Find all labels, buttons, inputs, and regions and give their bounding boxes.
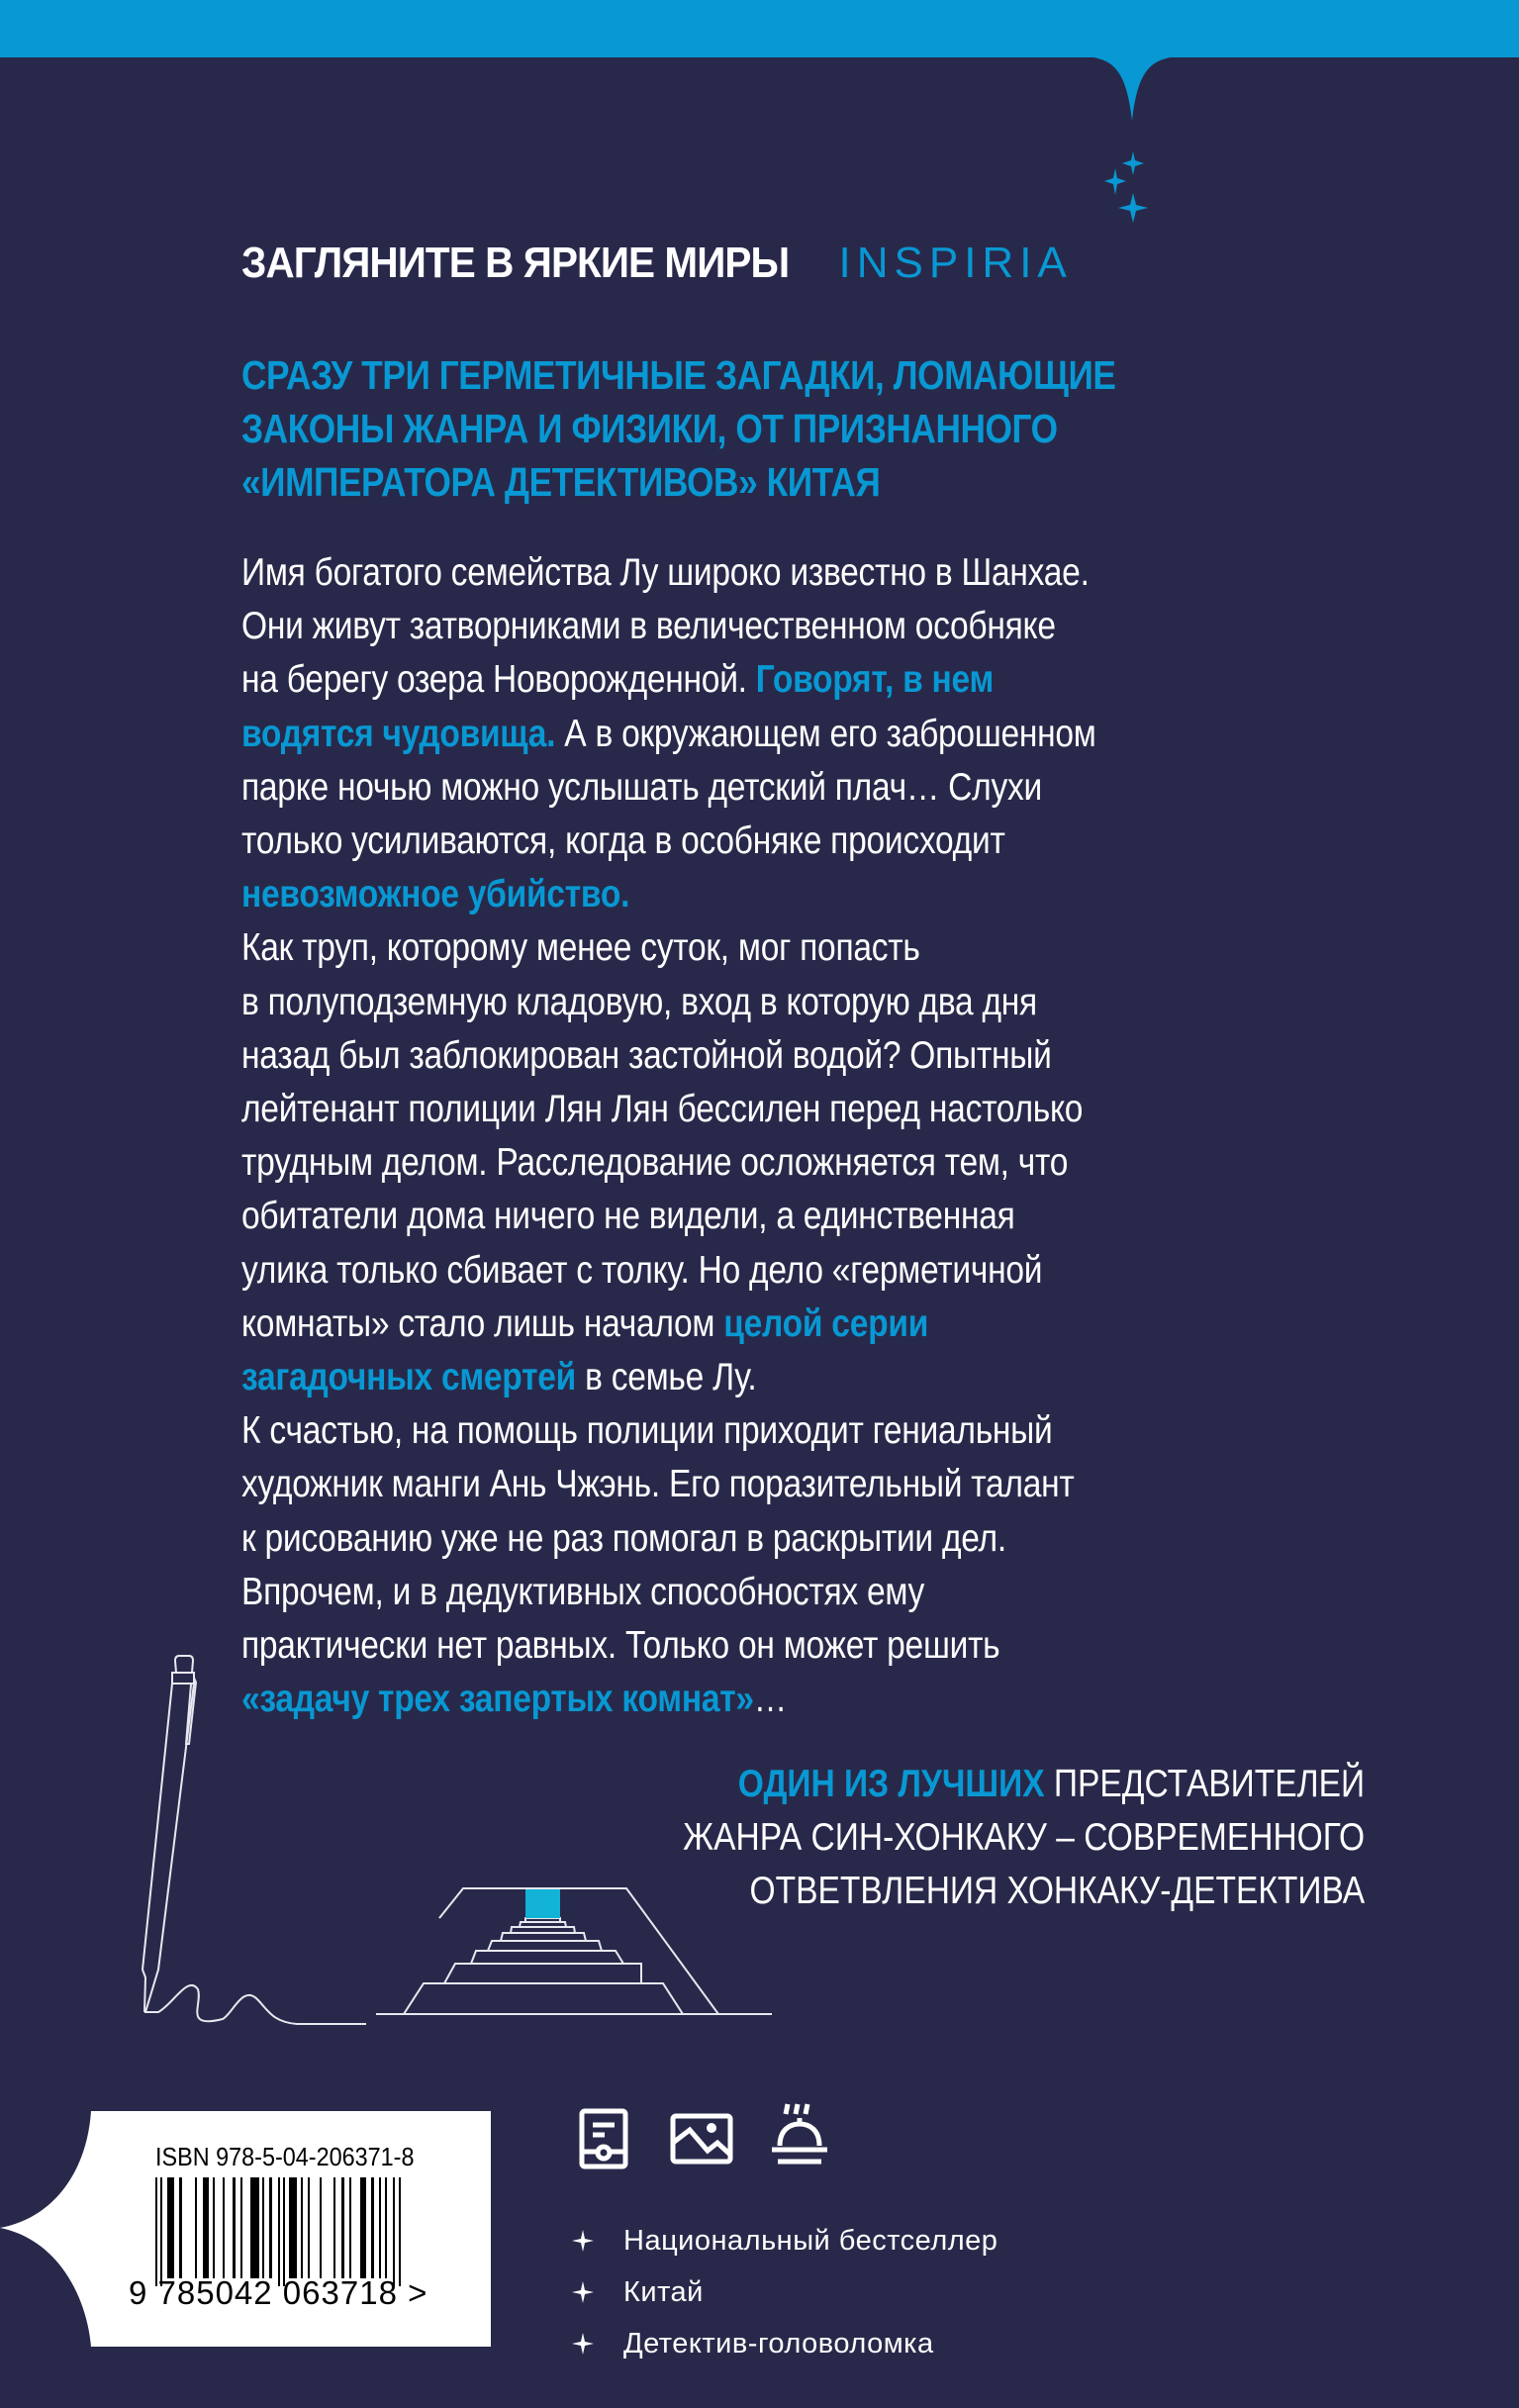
feature-label: Национальный бестселлер xyxy=(623,2224,998,2257)
ean-digits: 9 785042 063718 > xyxy=(129,2274,428,2311)
text: на берегу озера Новорожденной. xyxy=(241,658,756,702)
headline-line: СРАЗУ ТРИ ГЕРМЕТИЧНЫЕ ЗАГАДКИ, ЛОМАЮЩИЕ xyxy=(241,352,1116,398)
feature-item xyxy=(572,2266,997,2318)
synopsis-line: Они живут затворниками в величественном особняке xyxy=(241,605,1056,648)
text: комнаты» стало лишь началом xyxy=(241,1301,724,1345)
illustrations-icon xyxy=(670,2113,733,2165)
synopsis-line: обитатели дома ничего не видели, а единственная xyxy=(241,1195,1015,1238)
synopsis-line: Впрочем, и в дедуктивных способностях ему xyxy=(241,1570,925,1613)
ebook-icon xyxy=(579,2108,628,2169)
sparkle-bullet-icon xyxy=(572,2230,594,2252)
synopsis-line: трудным делом. Расследование осложняется тем, что xyxy=(241,1141,1069,1185)
slogan-text: ЗАГЛЯНИТЕ В ЯРКИЕ МИРЫ xyxy=(241,239,790,287)
text: в семье Лу. xyxy=(576,1356,757,1399)
synopsis-line: художник манги Ань Чжэнь. Его поразительный талант xyxy=(241,1463,1075,1506)
sparkle-bullet-icon xyxy=(572,2333,594,2355)
headline-line: ЗАКОНЫ ЖАНРА И ФИЗИКИ, ОТ ПРИЗНАННОГО xyxy=(241,406,1058,451)
cloche-icon xyxy=(770,2100,829,2167)
synopsis-line xyxy=(241,1298,1220,1351)
synopsis-line xyxy=(241,653,1220,707)
synopsis-line: лейтенант полиции Лян Лян бессилен перед настолько xyxy=(241,1088,1084,1131)
highlight-text: водятся чудовища. xyxy=(241,712,556,755)
synopsis-line: в полуподземную кладовую, вход в которую два дня xyxy=(241,980,1037,1023)
text: А в окружающем его заброшенном xyxy=(555,712,1096,755)
pen-and-stairs-illustration xyxy=(0,1643,792,2039)
drip-shape xyxy=(0,0,1519,129)
feature-label: Китай xyxy=(623,2275,704,2308)
synopsis-line: к рисованию уже не раз помогал в раскрытии дел. xyxy=(241,1516,1006,1560)
sparkle-stars-icon xyxy=(1098,144,1158,228)
text: … xyxy=(753,1678,788,1721)
headline xyxy=(241,348,1135,509)
highlight-text: Говорят, в нем xyxy=(755,658,995,702)
publisher-slogan xyxy=(241,236,1073,291)
feature-list xyxy=(572,2215,997,2369)
synopsis-line: К счастью, на помощь полиции приходит гениальный xyxy=(241,1409,1053,1453)
synopsis-line: назад был заблокирован застойной водой? Опытный xyxy=(241,1033,1052,1077)
synopsis-line: Как труп, которому менее суток, мог попасть xyxy=(241,926,920,970)
synopsis xyxy=(241,546,1220,1726)
highlight-text: невозможное убийство. xyxy=(241,873,630,916)
highlight-text: целой серии xyxy=(723,1301,929,1345)
highlight-text: загадочных смертей xyxy=(241,1356,577,1399)
highlight-text: «задачу трех запертых комнат» xyxy=(241,1678,754,1721)
synopsis-line: только усиливаются, когда в особняке происходит xyxy=(241,819,1005,863)
synopsis-line: улика только сбивает с толку. Но дело «герметичной xyxy=(241,1248,1043,1292)
tagline-line: ОТВЕТВЛЕНИЯ ХОНКАКУ-ДЕТЕКТИВА xyxy=(749,1870,1365,1912)
synopsis-line: Имя богатого семейства Лу широко известно в Шанхае. xyxy=(241,551,1090,594)
feature-item xyxy=(572,2215,997,2266)
synopsis-line: практически нет равных. Только он может решить xyxy=(241,1624,1000,1668)
publisher-logo-text: INSPIRIA xyxy=(838,239,1073,287)
feature-label: Детектив-головоломка xyxy=(623,2327,934,2360)
synopsis-line xyxy=(241,708,1220,761)
barcode-bars xyxy=(155,2177,432,2286)
text: ПРЕДСТАВИТЕЛЕЙ xyxy=(1044,1763,1365,1805)
isbn-label: ISBN 978-5-04-206371-8 xyxy=(155,2142,415,2171)
headline-line: «ИМПЕРАТОРА ДЕТЕКТИВОВ» КИТАЯ xyxy=(241,459,881,505)
highlight-text: ОДИН ИЗ ЛУЧШИХ xyxy=(737,1763,1045,1805)
sparkle-bullet-icon xyxy=(572,2281,594,2303)
synopsis-line: парке ночью можно услышать детский плач… Слухи xyxy=(241,765,1042,809)
feature-item xyxy=(572,2318,997,2369)
synopsis-line xyxy=(241,1351,1220,1404)
tagline-line: ЖАНРА СИН-ХОНКАКУ – СОВРЕМЕННОГО xyxy=(683,1816,1365,1859)
